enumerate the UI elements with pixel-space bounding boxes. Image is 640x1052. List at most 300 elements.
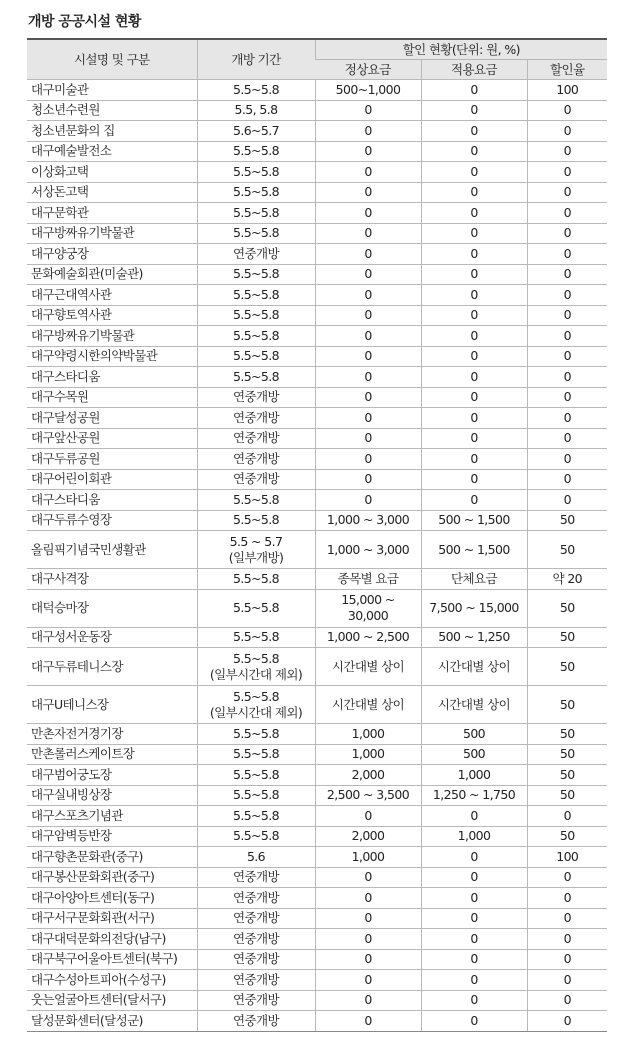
period-cell-text: 연중개방 xyxy=(233,869,279,885)
discount-rate-cell-text: 0 xyxy=(563,245,571,261)
facility-name-cell-text: 대구암벽등반장 xyxy=(31,828,112,844)
discount-rate-cell-text: 0 xyxy=(563,450,571,466)
regular-fee-cell xyxy=(315,724,421,745)
discount-rate-cell xyxy=(527,589,607,627)
facility-name-cell-text: 대구스타디움 xyxy=(31,491,100,507)
regular-fee-cell-text: 1,000 xyxy=(351,746,385,762)
facility-name-cell xyxy=(27,806,197,827)
facility-name-cell xyxy=(27,223,197,244)
discount-rate-cell-text: 50 xyxy=(559,541,575,557)
facility-name-cell-text: 대구미술관 xyxy=(31,81,89,97)
discount-rate-cell-text: 0 xyxy=(563,491,571,507)
period-cell xyxy=(197,1011,315,1032)
period-cell xyxy=(197,908,315,929)
discount-rate-cell-text: 0 xyxy=(563,327,571,343)
applied-fee-cell-text: 0 xyxy=(470,143,478,159)
period-cell-text: 5.5~5.8 xyxy=(232,204,280,220)
facility-name-cell-text: 대구두류테니스장 xyxy=(31,658,123,674)
applied-fee-cell-text: 0 xyxy=(470,951,478,967)
header-applied-fee: 적용요금 xyxy=(421,60,527,80)
facility-name-cell-text: 대구대덕문화의전당(남구) xyxy=(31,930,166,946)
applied-fee-cell-text: 0 xyxy=(470,491,478,507)
facility-table xyxy=(27,38,607,1032)
regular-fee-cell xyxy=(315,203,421,224)
regular-fee-cell-text: 1,000 xyxy=(351,848,385,864)
discount-rate-cell-text: 50 xyxy=(559,696,575,712)
applied-fee-cell xyxy=(421,686,527,724)
applied-fee-cell-text: 0 xyxy=(470,889,478,905)
period-cell-text: 5.5~5.8 xyxy=(232,368,280,384)
applied-fee-cell-text: 1,000 xyxy=(457,766,491,782)
regular-fee-cell-text: 0 xyxy=(364,471,372,487)
discount-rate-cell-text: 0 xyxy=(563,389,571,405)
facility-name-cell-text: 대구근대역사관 xyxy=(31,286,112,302)
table-body xyxy=(27,80,607,1032)
discount-rate-cell xyxy=(527,847,607,868)
discount-rate-cell xyxy=(527,531,607,569)
table-row xyxy=(27,346,607,367)
facility-name-cell-text: 대구두류수영장 xyxy=(31,512,112,528)
applied-fee-cell xyxy=(421,469,527,490)
applied-fee-cell xyxy=(421,490,527,511)
discount-rate-cell-text: 50 xyxy=(559,658,575,674)
regular-fee-cell xyxy=(315,326,421,347)
period-cell-text: 5.5~5.8 xyxy=(232,787,280,803)
regular-fee-cell-text: 0 xyxy=(364,430,372,446)
facility-name-cell xyxy=(27,121,197,142)
regular-fee-cell-text: 1,000 xyxy=(351,725,385,741)
discount-rate-cell-text: 0 xyxy=(563,266,571,282)
period-cell-text: 연중개방 xyxy=(233,1012,279,1028)
regular-fee-cell-text: 500~1,000 xyxy=(335,81,401,97)
table-row xyxy=(27,847,607,868)
period-cell xyxy=(197,648,315,686)
header-period: 개방 기간 xyxy=(197,39,315,80)
facility-name-cell-text: 청소년문화의 집 xyxy=(31,122,115,138)
table-row xyxy=(27,785,607,806)
period-cell xyxy=(197,627,315,648)
regular-fee-cell-text: 시간대별 상이 xyxy=(331,696,405,712)
facility-name-cell xyxy=(27,490,197,511)
period-cell xyxy=(197,765,315,786)
discount-rate-cell-text: 0 xyxy=(563,951,571,967)
discount-rate-cell-text: 0 xyxy=(563,889,571,905)
regular-fee-cell-text: 0 xyxy=(364,930,372,946)
discount-rate-cell-text: 50 xyxy=(559,629,575,645)
discount-rate-cell xyxy=(527,806,607,827)
applied-fee-cell xyxy=(421,285,527,306)
period-cell xyxy=(197,80,315,101)
facility-name-cell xyxy=(27,264,197,285)
facility-name-cell-text: 달성문화센터(달성군) xyxy=(31,1012,143,1028)
facility-name-cell xyxy=(27,367,197,388)
period-cell xyxy=(197,100,315,121)
discount-rate-cell xyxy=(527,326,607,347)
table-row xyxy=(27,510,607,531)
regular-fee-cell xyxy=(315,162,421,183)
table-row xyxy=(27,449,607,470)
applied-fee-cell xyxy=(421,908,527,929)
regular-fee-cell-text: 0 xyxy=(364,450,372,466)
period-cell-text: 5.6~5.7 xyxy=(232,122,280,138)
facility-name-cell xyxy=(27,724,197,745)
discount-rate-cell-text: 0 xyxy=(563,286,571,302)
regular-fee-cell xyxy=(315,589,421,627)
period-cell xyxy=(197,244,315,265)
period-cell xyxy=(197,686,315,724)
table-row xyxy=(27,305,607,326)
period-cell xyxy=(197,326,315,347)
discount-rate-cell-text: 0 xyxy=(563,225,571,241)
facility-name-cell xyxy=(27,469,197,490)
table-row xyxy=(27,121,607,142)
regular-fee-cell xyxy=(315,510,421,531)
regular-fee-cell-text: 0 xyxy=(364,102,372,118)
discount-rate-cell xyxy=(527,990,607,1011)
period-cell-text: 연중개방 xyxy=(233,971,279,987)
discount-rate-cell-text: 0 xyxy=(563,971,571,987)
applied-fee-cell xyxy=(421,449,527,470)
applied-fee-cell-text: 0 xyxy=(470,307,478,323)
applied-fee-cell-text: 500 ~ 1,250 xyxy=(438,629,510,645)
discount-rate-cell xyxy=(527,264,607,285)
period-cell-text: 5.5~5.8 xyxy=(232,766,280,782)
facility-name-cell-text: 웃는얼굴아트센터(달서구) xyxy=(31,992,166,1008)
period-cell xyxy=(197,428,315,449)
regular-fee-cell xyxy=(315,686,421,724)
discount-rate-cell-text: 0 xyxy=(563,1012,571,1028)
regular-fee-cell-text: 0 xyxy=(364,307,372,323)
table-row xyxy=(27,244,607,265)
regular-fee-cell xyxy=(315,305,421,326)
regular-fee-cell xyxy=(315,428,421,449)
applied-fee-cell xyxy=(421,867,527,888)
applied-fee-cell xyxy=(421,888,527,909)
period-cell-text: 5.5~5.8 xyxy=(232,81,280,97)
table-row xyxy=(27,182,607,203)
applied-fee-cell-text: 0 xyxy=(470,266,478,282)
table-row xyxy=(27,367,607,388)
table-row xyxy=(27,285,607,306)
facility-name-cell xyxy=(27,1011,197,1032)
period-cell xyxy=(197,223,315,244)
period-cell-text: 연중개방 xyxy=(233,471,279,487)
facility-name-cell xyxy=(27,949,197,970)
period-cell xyxy=(197,744,315,765)
period-cell-text: 5.5~5.8 xyxy=(232,307,280,323)
discount-rate-cell xyxy=(527,888,607,909)
table-row xyxy=(27,1011,607,1032)
period-cell-text: 5.5~5.8 xyxy=(232,286,280,302)
period-cell-text: 5.5~5.8 xyxy=(232,327,280,343)
table-row xyxy=(27,686,607,724)
applied-fee-cell xyxy=(421,627,527,648)
regular-fee-cell-text: 0 xyxy=(364,992,372,1008)
period-cell-text: 5.5, 5.8 xyxy=(234,102,278,118)
table-row xyxy=(27,408,607,429)
period-cell xyxy=(197,367,315,388)
regular-fee-cell-text: 0 xyxy=(364,266,372,282)
regular-fee-cell xyxy=(315,806,421,827)
discount-rate-cell-text: 0 xyxy=(563,869,571,885)
discount-rate-cell xyxy=(527,1011,607,1032)
applied-fee-cell-text: 시간대별 상이 xyxy=(437,658,511,674)
applied-fee-cell-text: 0 xyxy=(470,910,478,926)
facility-name-cell-text: 문화예술회관(미술관) xyxy=(31,266,143,282)
period-cell-text: 5.5~5.8 xyxy=(232,746,280,762)
regular-fee-cell-text: 0 xyxy=(364,409,372,425)
regular-fee-cell xyxy=(315,469,421,490)
regular-fee-cell-text: 1,000 ~ 3,000 xyxy=(326,512,410,528)
facility-name-cell-text: 대구앞산공원 xyxy=(31,430,100,446)
applied-fee-cell-text: 7,500 ~ 15,000 xyxy=(429,600,519,615)
discount-rate-cell-text: 50 xyxy=(559,725,575,741)
discount-rate-cell-text: 50 xyxy=(559,787,575,803)
table-row xyxy=(27,531,607,569)
discount-rate-cell-text: 0 xyxy=(563,163,571,179)
facility-name-cell xyxy=(27,449,197,470)
period-cell xyxy=(197,970,315,991)
discount-rate-cell xyxy=(527,367,607,388)
applied-fee-cell xyxy=(421,428,527,449)
facility-name-cell-text: 대구두류공원 xyxy=(31,450,100,466)
table-row xyxy=(27,867,607,888)
discount-rate-cell xyxy=(527,346,607,367)
discount-rate-cell-text: 0 xyxy=(563,471,571,487)
regular-fee-cell-text: 0 xyxy=(364,225,372,241)
discount-rate-cell xyxy=(527,121,607,142)
period-cell-text: 연중개방 xyxy=(233,951,279,967)
applied-fee-cell-text: 0 xyxy=(470,225,478,241)
table-row xyxy=(27,80,607,101)
period-cell xyxy=(197,806,315,827)
applied-fee-cell-text: 0 xyxy=(470,992,478,1008)
period-cell xyxy=(197,847,315,868)
facility-name-cell xyxy=(27,326,197,347)
facility-name-cell-text: 대구범어궁도장 xyxy=(31,766,112,782)
facility-name-cell xyxy=(27,589,197,627)
table-row xyxy=(27,428,607,449)
facility-name-cell xyxy=(27,847,197,868)
period-cell-text: 5.5~5.8 (일부시간대 제외) xyxy=(209,688,303,720)
facility-name-cell-text: 대구성서운동장 xyxy=(31,629,112,645)
facility-name-cell xyxy=(27,648,197,686)
applied-fee-cell xyxy=(421,765,527,786)
facility-name-cell xyxy=(27,867,197,888)
facility-name-cell xyxy=(27,387,197,408)
period-cell-text: 5.6 xyxy=(246,848,266,864)
regular-fee-cell xyxy=(315,627,421,648)
period-cell-text: 5.5~5.8 xyxy=(232,225,280,241)
table-row xyxy=(27,970,607,991)
facility-name-cell-text: 대구예술발전소 xyxy=(31,143,112,159)
regular-fee-cell-text: 1,000 ~ 2,500 xyxy=(326,629,410,645)
discount-rate-cell xyxy=(527,449,607,470)
period-cell-text: 연중개방 xyxy=(233,450,279,466)
facility-name-cell xyxy=(27,826,197,847)
table-row xyxy=(27,765,607,786)
regular-fee-cell-text: 0 xyxy=(364,971,372,987)
regular-fee-cell xyxy=(315,785,421,806)
regular-fee-cell xyxy=(315,264,421,285)
discount-rate-cell xyxy=(527,223,607,244)
facility-name-cell-text: 서상돈고택 xyxy=(31,184,89,200)
table-row xyxy=(27,569,607,590)
regular-fee-cell-text: 0 xyxy=(364,184,372,200)
applied-fee-cell-text: 500 xyxy=(462,725,486,741)
applied-fee-cell xyxy=(421,100,527,121)
period-cell-text: 연중개방 xyxy=(233,389,279,405)
period-cell xyxy=(197,408,315,429)
discount-rate-cell xyxy=(527,510,607,531)
applied-fee-cell xyxy=(421,724,527,745)
facility-name-cell-text: 대구봉산문화회관(중구) xyxy=(31,869,155,885)
applied-fee-cell xyxy=(421,387,527,408)
discount-rate-cell xyxy=(527,408,607,429)
regular-fee-cell-text: 0 xyxy=(364,869,372,885)
regular-fee-cell-text: 1,000 ~ 3,000 xyxy=(326,541,410,557)
facility-name-cell-text: 대구방짜유기박물관 xyxy=(31,327,135,343)
discount-rate-cell-text: 0 xyxy=(563,184,571,200)
regular-fee-cell-text: 2,000 xyxy=(351,766,385,782)
discount-rate-cell xyxy=(527,469,607,490)
header-regular-fee: 정상요금 xyxy=(315,60,421,80)
period-cell-text: 5.5~5.8 xyxy=(232,143,280,159)
applied-fee-cell-text: 0 xyxy=(470,389,478,405)
discount-rate-cell-text: 0 xyxy=(563,430,571,446)
applied-fee-cell-text: 0 xyxy=(470,122,478,138)
applied-fee-cell-text: 0 xyxy=(470,430,478,446)
regular-fee-cell-text: 0 xyxy=(364,245,372,261)
regular-fee-cell xyxy=(315,888,421,909)
applied-fee-cell xyxy=(421,80,527,101)
regular-fee-cell-text: 0 xyxy=(364,327,372,343)
discount-rate-cell xyxy=(527,569,607,590)
applied-fee-cell xyxy=(421,1011,527,1032)
facility-name-cell xyxy=(27,244,197,265)
facility-name-cell xyxy=(27,990,197,1011)
regular-fee-cell xyxy=(315,408,421,429)
applied-fee-cell xyxy=(421,826,527,847)
applied-fee-cell-text: 1,250 ~ 1,750 xyxy=(432,787,516,803)
period-cell-text: 5.5~5.8 xyxy=(232,512,280,528)
applied-fee-cell-text: 0 xyxy=(470,81,478,97)
facility-name-cell xyxy=(27,929,197,950)
period-cell xyxy=(197,490,315,511)
applied-fee-cell xyxy=(421,182,527,203)
discount-rate-cell xyxy=(527,867,607,888)
facility-name-cell xyxy=(27,408,197,429)
facility-name-cell-text: 대구사격장 xyxy=(31,570,89,586)
period-cell-text: 5.5~5.8 xyxy=(232,570,280,586)
period-cell xyxy=(197,305,315,326)
header-discount-group: 할인 현황(단위: 원, %) xyxy=(315,39,607,60)
applied-fee-cell-text: 0 xyxy=(470,286,478,302)
regular-fee-cell xyxy=(315,847,421,868)
facility-name-cell-text: 대구방짜유기박물관 xyxy=(31,225,135,241)
facility-name-cell xyxy=(27,888,197,909)
applied-fee-cell xyxy=(421,223,527,244)
discount-rate-cell xyxy=(527,141,607,162)
discount-rate-cell-text: 0 xyxy=(563,102,571,118)
table-row xyxy=(27,100,607,121)
applied-fee-cell-text: 500 xyxy=(462,746,486,762)
table-row xyxy=(27,387,607,408)
facility-name-cell-text: 대덕승마장 xyxy=(31,600,89,615)
facility-name-cell xyxy=(27,100,197,121)
period-cell-text: 5.5~5.8 xyxy=(232,725,280,741)
period-cell-text: 5.5~5.8 xyxy=(232,266,280,282)
regular-fee-cell xyxy=(315,867,421,888)
applied-fee-cell xyxy=(421,367,527,388)
applied-fee-cell xyxy=(421,589,527,627)
facility-name-cell-text: 대구아양아트센터(동구) xyxy=(31,889,155,905)
table-row xyxy=(27,648,607,686)
period-cell-text: 5.5~5.8 xyxy=(232,807,280,823)
period-cell xyxy=(197,990,315,1011)
applied-fee-cell xyxy=(421,326,527,347)
discount-rate-cell xyxy=(527,387,607,408)
facility-name-cell xyxy=(27,141,197,162)
applied-fee-cell-text: 0 xyxy=(470,930,478,946)
table-row xyxy=(27,949,607,970)
period-cell xyxy=(197,141,315,162)
discount-rate-cell-text: 100 xyxy=(556,81,579,97)
facility-name-cell-text: 이상화고택 xyxy=(31,163,89,179)
discount-rate-cell xyxy=(527,428,607,449)
table-row xyxy=(27,203,607,224)
facility-name-cell-text: 대구스포츠기념관 xyxy=(31,807,123,823)
discount-rate-cell-text: 0 xyxy=(563,930,571,946)
period-cell xyxy=(197,387,315,408)
period-cell xyxy=(197,162,315,183)
regular-fee-cell-text: 0 xyxy=(364,1012,372,1028)
discount-rate-cell xyxy=(527,785,607,806)
applied-fee-cell-text: 0 xyxy=(470,1012,478,1028)
applied-fee-cell xyxy=(421,970,527,991)
discount-rate-cell xyxy=(527,648,607,686)
applied-fee-cell-text: 0 xyxy=(470,869,478,885)
period-cell xyxy=(197,203,315,224)
page-title: 개방 공공시설 현황 xyxy=(28,14,141,30)
discount-rate-cell-text: 50 xyxy=(559,746,575,762)
regular-fee-cell xyxy=(315,100,421,121)
facility-name-cell xyxy=(27,285,197,306)
table-row xyxy=(27,264,607,285)
period-cell-text: 5.5 ~ 5.7 (일부개방) xyxy=(228,533,284,565)
applied-fee-cell-text: 500 ~ 1,500 xyxy=(438,512,510,528)
regular-fee-cell xyxy=(315,490,421,511)
applied-fee-cell-text: 500 ~ 1,500 xyxy=(438,541,510,557)
period-cell xyxy=(197,469,315,490)
applied-fee-cell xyxy=(421,510,527,531)
applied-fee-cell xyxy=(421,346,527,367)
facility-name-cell-text: 대구서구문화회관(서구) xyxy=(31,910,155,926)
facility-name-cell-text: 만촌자전거경기장 xyxy=(31,725,123,741)
applied-fee-cell-text: 0 xyxy=(470,245,478,261)
period-cell xyxy=(197,121,315,142)
applied-fee-cell-text: 0 xyxy=(470,848,478,864)
period-cell xyxy=(197,510,315,531)
facility-name-cell xyxy=(27,569,197,590)
period-cell-text: 5.5~5.8 xyxy=(232,629,280,645)
applied-fee-cell-text: 0 xyxy=(470,163,478,179)
period-cell xyxy=(197,346,315,367)
facility-name-cell-text: 대구약령시한의약박물관 xyxy=(31,348,158,364)
applied-fee-cell xyxy=(421,162,527,183)
discount-rate-cell xyxy=(527,100,607,121)
applied-fee-cell xyxy=(421,305,527,326)
